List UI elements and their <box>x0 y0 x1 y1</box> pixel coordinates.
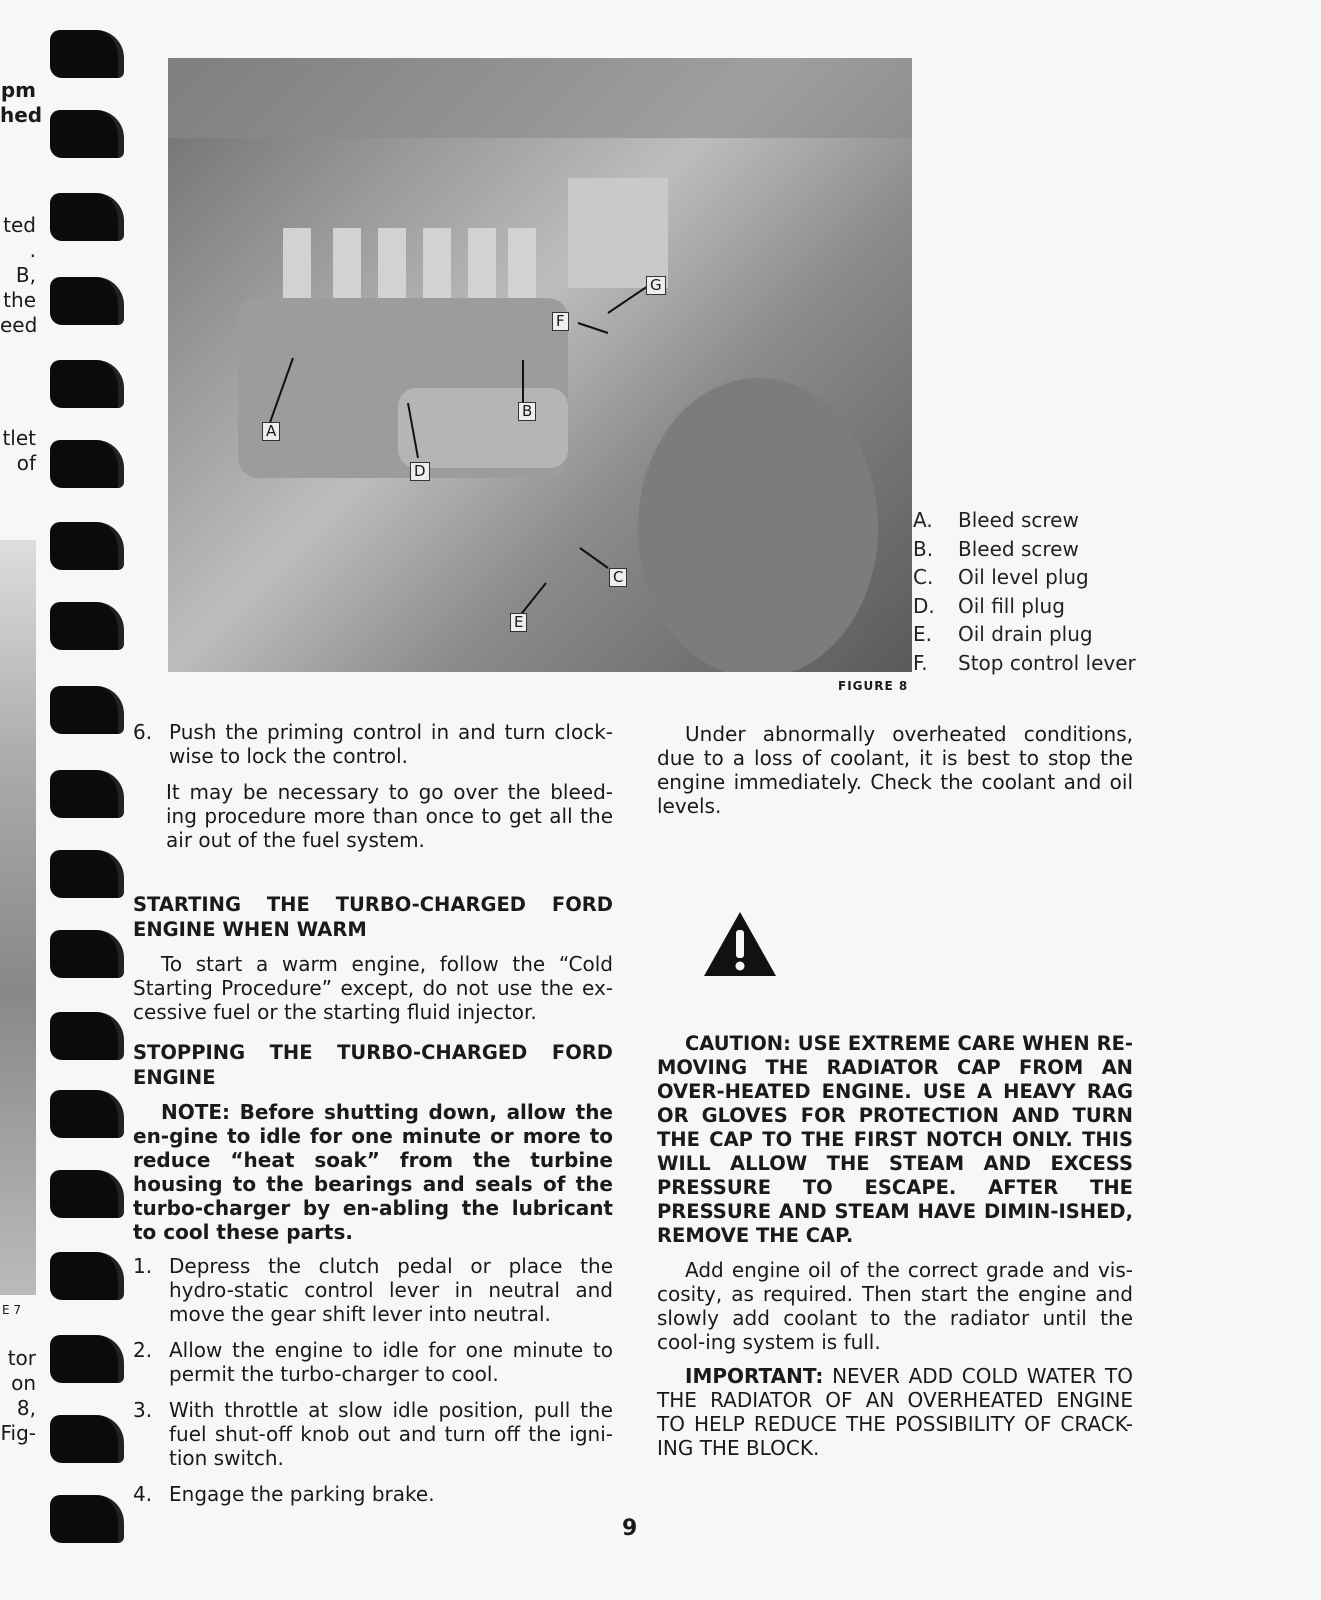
legend-letter: E. <box>913 622 932 646</box>
callout-d: D <box>410 462 430 481</box>
warm-start-paragraph: To start a warm engine, follow the “Cold Starting Procedure” except, do not use the ex-cessive fuel or the starting fluid injector. <box>133 952 613 1024</box>
step-number: 3. <box>133 1398 153 1422</box>
binding-coil <box>50 770 124 818</box>
step-text: Allow the engine to idle for one minute to permit the turbo-charger to cool. <box>169 1338 613 1386</box>
step-number: 2. <box>133 1338 153 1362</box>
legend-item <box>913 563 1136 592</box>
overheat-paragraph: Under abnormally overheated conditions, due to a loss of coolant, it is best to stop the engine immediately. Check the coolant and oil levels. <box>657 722 1133 818</box>
step-2 <box>133 1338 613 1386</box>
legend-text: Oil level plug <box>958 565 1089 589</box>
heading-stopping: STOPPING THE TURBO-CHARGED FORD ENGINE <box>133 1041 613 1089</box>
binding-coil <box>50 602 124 650</box>
left-column <box>133 720 613 1518</box>
step-number: 1. <box>133 1254 153 1278</box>
legend-text: Oil fill plug <box>958 593 1065 618</box>
binding-coil <box>50 110 124 158</box>
step-3 <box>133 1398 613 1470</box>
callout-g: G <box>646 276 666 295</box>
binding-coil <box>50 930 124 978</box>
binding-coil <box>50 360 124 408</box>
edge-text-bottom: tor on 8, Fig- <box>0 1346 36 1445</box>
step-1 <box>133 1254 613 1326</box>
callout-c: C <box>609 568 627 587</box>
binding-coil <box>50 277 124 325</box>
important-label: IMPORTANT: <box>685 1364 824 1388</box>
edge-caption: E 7 <box>2 1303 22 1317</box>
edge-text-mid2: tlet of <box>2 426 36 475</box>
binding-coil <box>50 440 124 488</box>
binding-coil <box>50 1415 124 1463</box>
legend-letter: C. <box>913 565 934 589</box>
binding-coil <box>50 1012 124 1060</box>
legend-letter: B. <box>913 536 934 561</box>
legend-letter: F. <box>913 650 928 675</box>
important-text: NEVER ADD COLD WATER TO THE RADIATOR OF AN OVERHEATED ENGINE TO HELP REDUCE THE POSSIBILITY OF CRACK-ING THE BLOCK. <box>657 1364 1133 1460</box>
callout-f: F <box>552 312 569 331</box>
binding-coil <box>50 30 124 78</box>
page-number: 9 <box>622 1516 638 1541</box>
figure-caption: FIGURE 8 <box>838 679 909 693</box>
right-column <box>657 722 1133 1470</box>
binding-coil <box>50 1170 124 1218</box>
binding-coil <box>50 1495 124 1543</box>
add-oil-paragraph: Add engine oil of the correct grade and vis-cosity, as required. Then start the engine and slowly add coolant to the radiator until the cool-ing system is full. <box>657 1258 1133 1354</box>
bleed-note: It may be necessary to go over the bleed-ing procedure more than once to get all the air out of the fuel system. <box>166 780 613 852</box>
callout-a: A <box>262 422 280 441</box>
legend-item <box>913 620 1136 649</box>
legend-text: Stop control lever <box>958 650 1136 675</box>
legend-text: Bleed screw <box>958 508 1079 532</box>
step-number: 6. <box>133 720 153 744</box>
legend-item <box>913 506 1136 535</box>
engine-photo <box>168 58 912 672</box>
binding-coil <box>50 193 124 241</box>
edge-text-top: pm hed <box>0 78 43 127</box>
legend-item <box>913 649 1136 678</box>
engine-illustration <box>168 58 912 672</box>
legend-item <box>913 535 1136 564</box>
step-text: Push the priming control in and turn clock-wise to lock the control. <box>169 720 613 768</box>
legend-item <box>913 592 1136 621</box>
important-paragraph <box>657 1364 1133 1460</box>
binding-coil <box>50 686 124 734</box>
binding-coil <box>50 850 124 898</box>
legend-text: Bleed screw <box>958 536 1079 561</box>
step-number: 4. <box>133 1482 153 1506</box>
legend-text: Oil drain plug <box>958 622 1093 646</box>
step-text: Depress the clutch pedal or place the hydro-static control lever in neutral and move the gear shift lever into neutral. <box>169 1254 613 1326</box>
edge-text-mid: ted . B, the eed <box>0 213 38 337</box>
binding-coil <box>50 522 124 570</box>
facing-page-photo <box>0 540 36 1295</box>
heading-warm-start: STARTING THE TURBO-CHARGED FORD ENGINE WHEN WARM <box>133 893 613 941</box>
callout-e: E <box>510 613 527 632</box>
binding-coil <box>50 1252 124 1300</box>
step-text: Engage the parking brake. <box>169 1482 435 1506</box>
binding-coil <box>50 1090 124 1138</box>
step-text: With throttle at slow idle position, pull the fuel shut-off knob out and turn off the igni-tion switch. <box>169 1398 613 1470</box>
stopping-note: NOTE: Before shutting down, allow the en-gine to idle for one minute or more to reduce “heat soak” from the turbine housing to the bearings and seals of the turbo-charger by en-abling the lubricant to cool these parts. <box>133 1100 613 1244</box>
legend-letter: D. <box>913 593 935 618</box>
warning-triangle-icon <box>702 910 778 978</box>
callout-b: B <box>518 402 536 421</box>
step-4 <box>133 1482 613 1506</box>
legend-letter: A. <box>913 508 933 532</box>
figure-legend <box>913 506 1136 677</box>
binding-coil <box>50 1335 124 1383</box>
step-6 <box>133 720 613 768</box>
caution-text: CAUTION: USE EXTREME CARE WHEN RE-MOVING THE RADIATOR CAP FROM AN OVER-HEATED ENGINE. USE A HEAVY RAG OR GLOVES FOR PROTECTION AND TURN THE CAP TO THE FIRST NOTCH ONLY. THIS WILL ALLOW THE STEAM AND EXCESS PRESSURE TO ESCAPE. AFTER THE PRESSURE AND STEAM HAVE DIMIN-ISHED, REMOVE THE CAP. <box>657 1032 1133 1247</box>
